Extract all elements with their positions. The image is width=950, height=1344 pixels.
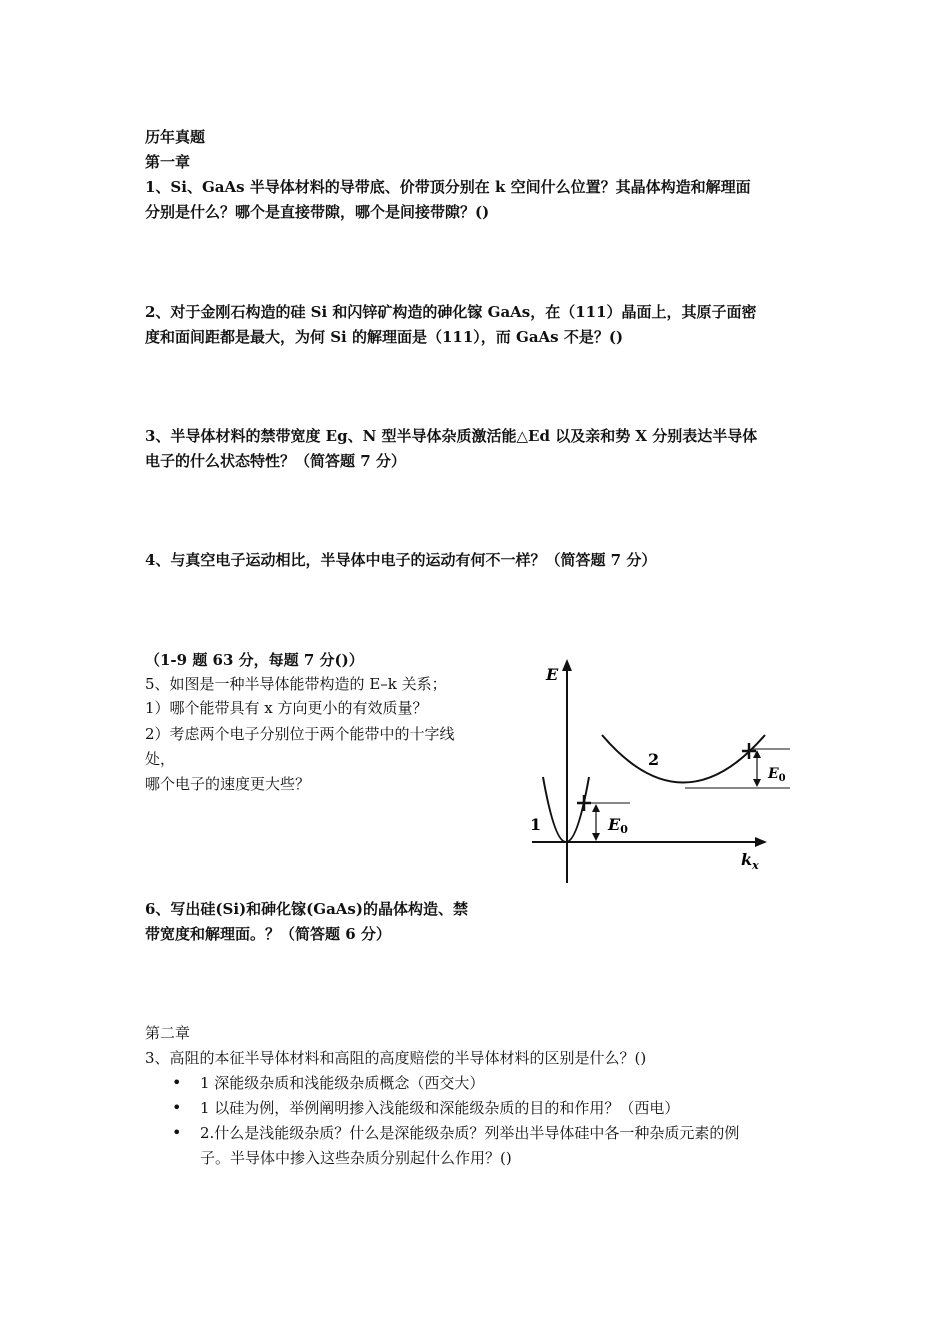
question-2-line-1: 2、对于金刚石构造的硅 Si 和闪锌矿构造的砷化镓 GaAs，在（111）晶面上，其原子面密 [145, 303, 757, 321]
k-axis-arrow [755, 837, 767, 847]
bullet-item-1: 1 深能级杂质和浅能级杂质概念（西交大） [200, 1074, 485, 1092]
question-5-line-2: 1）哪个能带具有 x 方向更小的有效质量？ [145, 699, 428, 717]
question-4: 4、与真空电子运动相比，半导体中电子的运动有何不一样？（简答题 7 分） [145, 551, 657, 569]
e-axis-arrow [562, 659, 572, 671]
question-5-line-5: 哪个电子的速度更大些？ [145, 775, 311, 793]
bullet-item-2: 1 以硅为例，举例阐明掺入浅能级和深能级杂质的目的和作用？（西电） [200, 1099, 680, 1117]
bullet-dot-1: • [172, 1073, 182, 1092]
band-1-e0-label: E0 [608, 815, 628, 836]
band-1-e0-arrow-down [592, 833, 600, 841]
bullet-dot-3: • [172, 1123, 182, 1142]
question-5-line-3: 2）考虑两个电子分别位于两个能带中的十字线 [145, 725, 455, 743]
bullet-dot-2: • [172, 1098, 182, 1117]
question-1-line-2: 分别是什么？哪个是直接带隙，哪个是间接带隙？() [145, 203, 490, 221]
question-3-line-1: 3、半导体材料的禁带宽度 Eg、N 型半导体杂质激活能△Ed 以及亲和势 X 分别表达半导体 [145, 427, 758, 445]
question-5-line-1: 5、如图是一种半导体能带构造的 E–k 关系； [145, 675, 447, 693]
question-3-line-2: 电子的什么状态特性？（简答题 7 分） [145, 452, 406, 470]
bullet-item-3-line-2: 子。半导体中掺入这些杂质分别起什么作用？() [200, 1149, 512, 1167]
band-1-e0-arrow-up [592, 804, 600, 812]
question-2-line-2: 度和面间距都是最大，为何 Si 的解理面是（111），而 GaAs 不是？() [145, 328, 624, 346]
page-title: 历年真题 [145, 128, 206, 146]
chapter-1-heading: 第一章 [145, 153, 191, 171]
e-axis-label: E [546, 665, 559, 684]
question-1-line-1: 1、Si、GaAs 半导体材料的导带底、价带顶分别在 k 空间什么位置？其晶体构造和解理面 [145, 178, 751, 196]
score-note: （1-9 题 63 分，每题 7 分()） [145, 651, 364, 669]
band-2-label: 2 [648, 750, 660, 769]
k-axis-label: $k_x$ [741, 850, 759, 872]
band-1-label: 1 [530, 815, 542, 834]
question-6-line-1: 6、写出硅(Si)和砷化镓(GaAs)的晶体构造、禁 [145, 900, 468, 918]
e-k-band-diagram [520, 655, 800, 890]
bullet-item-3-line-1: 2.什么是浅能级杂质？什么是深能级杂质？列举出半导体硅中各一种杂质元素的例 [200, 1124, 740, 1142]
question-5-line-4: 处， [145, 750, 176, 768]
chapter-2-question-3: 3、高阻的本征半导体材料和高阻的高度赔偿的半导体材料的区别是什么？() [145, 1049, 647, 1067]
band-2-e0-arrow-down [753, 779, 761, 787]
chapter-2-heading: 第二章 [145, 1024, 191, 1042]
band-2-e0-label: $E_0$ [768, 766, 786, 784]
question-6-line-2: 带宽度和解理面。？（简答题 6 分） [145, 925, 391, 943]
band-2-curve [602, 735, 765, 783]
